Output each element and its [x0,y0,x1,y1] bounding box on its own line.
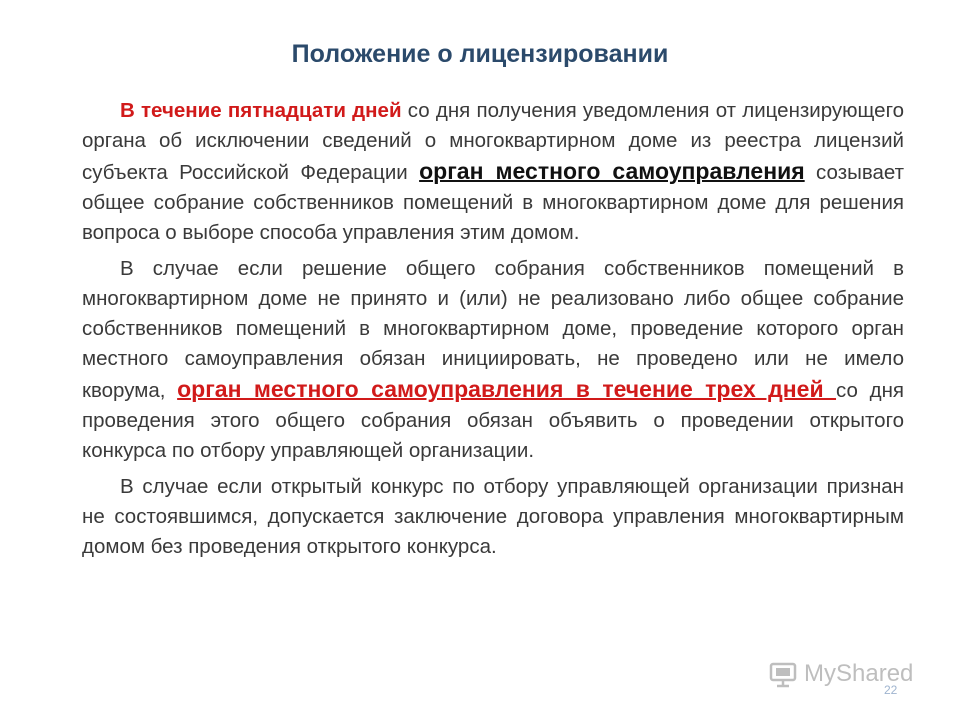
brand-name: MyShared [804,660,914,687]
paragraph-1 [82,96,904,248]
page-title: Положение о лицензировании [291,40,669,68]
paragraph-2 [82,254,904,466]
slide-body [82,96,904,568]
paragraph-1-text-a: со дня получения уведомления от лицензирующего органа об исключении сведений о многоквартирном доме из реестра лицензий субъекта Российской Федерации [82,99,905,184]
paragraph-3 [82,472,904,562]
paragraph-2-text-b: со дня проведения этого общего собрания обязан объявить о проведении открытого конкурса по отбору управляющей организации. [82,379,904,462]
paragraph-1-text-b: созывает общее собрание собственников помещений в многоквартирном доме для решения вопроса о выборе способа управления этим домом. [82,161,905,244]
paragraph-3-text: В случае если открытый конкурс по отбору управляющей организации признан не состоявшимся, допускается заключение договора управления многоквартирным домом без проведения открытого конкурса. [82,475,904,558]
authority-emphasis: орган местного самоуправления [419,158,805,184]
page-number: 22 [884,683,898,697]
deadline-highlight: В течение пятнадцати дней [120,99,402,122]
paragraph-2-text-a: В случае если решение общего собрания собственников помещений в многоквартирном доме не принято и (или) не реализовано либо общее собрание собственников помещений в многоквартирном доме, проведение которого орган местного самоуправления обязан инициировать, не проведено или не имело кворума, [82,257,904,402]
authority-deadline-emphasis: орган местного самоуправления в течение трех дней [177,376,837,402]
presentation-board-icon [768,659,798,689]
